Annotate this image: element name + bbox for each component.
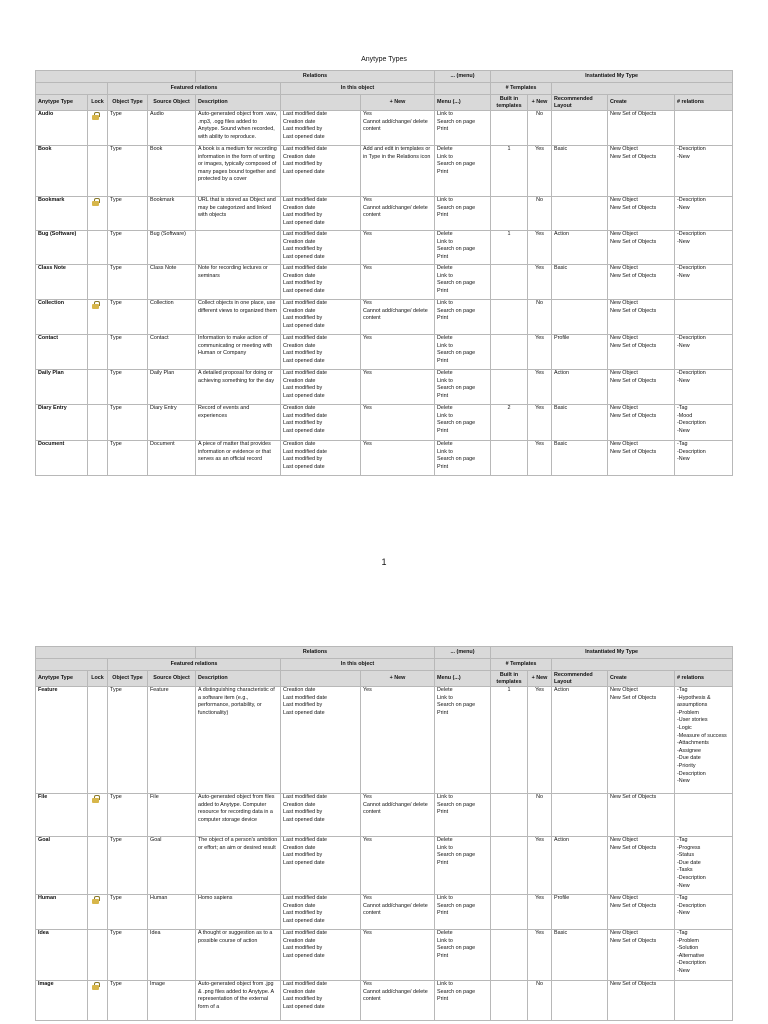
header-source-object: Source Object (148, 671, 196, 687)
source-object-cell: Daily Plan (148, 370, 196, 405)
header-object-type: Object Type (108, 671, 148, 687)
header-blank (552, 659, 733, 671)
description-cell: Auto-generated object from .jpg & .png files added to Anytype. A representation of the external form of a (196, 981, 281, 1021)
header-new: + New (361, 671, 435, 687)
header-create: Create (608, 95, 675, 111)
lock-icon (92, 982, 99, 990)
menu-cell: Delete Link to Search on page Print (435, 335, 491, 370)
menu-cell: Link to Search on page Print (435, 981, 491, 1021)
lock-cell (88, 335, 108, 370)
create-cell: New Object New Set of Objects (608, 837, 675, 895)
header-templates-new: + New (528, 95, 552, 111)
header-row-2 (36, 659, 733, 671)
lock-icon (92, 198, 99, 206)
new-cell: Yes Cannot add/change/ delete content (361, 895, 435, 930)
header-anytype-type: Anytype Type (36, 671, 88, 687)
create-cell: New Object New Set of Objects (608, 405, 675, 441)
relations-cell: -Description -New (675, 370, 733, 405)
layout-cell: Basic (552, 441, 608, 476)
templates-new-cell: No (528, 300, 552, 335)
header-lock: Lock (88, 671, 108, 687)
new-cell: Yes (361, 441, 435, 476)
header-recommended-layout: Recommended Layout (552, 95, 608, 111)
menu-cell: Link to Search on page Print (435, 794, 491, 837)
description-cell: Collect objects in one place, use different views to organized them (196, 300, 281, 335)
relations-cell: -Description -New (675, 335, 733, 370)
header-description: Description (196, 671, 281, 687)
in-object-cell: Creation date Last modified date Last modified by Last opened date (281, 405, 361, 441)
new-cell: Yes (361, 930, 435, 981)
create-cell: New Set of Objects (608, 981, 675, 1021)
create-cell: New Object New Set of Objects (608, 895, 675, 930)
header-blank (552, 83, 733, 95)
lock-cell (88, 930, 108, 981)
new-cell: Yes (361, 370, 435, 405)
lock-cell (88, 441, 108, 476)
table-row (36, 146, 733, 197)
type-name: File (36, 794, 88, 837)
header-featured-relations: Featured relations (108, 659, 281, 671)
built-in-templates-cell: 1 (491, 231, 528, 265)
type-name: Document (36, 441, 88, 476)
table-row (36, 794, 733, 837)
lock-icon (92, 795, 99, 803)
lock-cell (88, 981, 108, 1021)
built-in-templates-cell (491, 981, 528, 1021)
object-type-cell: Type (108, 837, 148, 895)
description-cell: Auto-generated object from files added to Anytype. Computer resource for recording data in a computer storage device (196, 794, 281, 837)
templates-new-cell: Yes (528, 405, 552, 441)
type-name: Daily Plan (36, 370, 88, 405)
type-name: Goal (36, 837, 88, 895)
templates-new-cell: No (528, 111, 552, 146)
source-object-cell: Human (148, 895, 196, 930)
header-object-type: Object Type (108, 95, 148, 111)
relations-cell (675, 300, 733, 335)
description-cell: Information to make action of communicating or meeting with Human or Company (196, 335, 281, 370)
templates-new-cell: Yes (528, 441, 552, 476)
types-table-page-1 (35, 70, 733, 476)
header-new: + New (361, 95, 435, 111)
header-instantiated: Instantiated My Type (491, 71, 733, 83)
description-cell (196, 231, 281, 265)
templates-new-cell: Yes (528, 895, 552, 930)
relations-cell: -Description -New (675, 231, 733, 265)
page-number: 1 (381, 557, 387, 567)
create-cell: New Object New Set of Objects (608, 335, 675, 370)
lock-cell (88, 231, 108, 265)
lock-cell (88, 370, 108, 405)
relations-cell: -Tag -Mood -Description -New (675, 405, 733, 441)
header-blank (36, 71, 196, 83)
object-type-cell: Type (108, 111, 148, 146)
object-type-cell: Type (108, 197, 148, 231)
in-object-cell: Last modified date Creation date Last modified by Last opened date (281, 895, 361, 930)
built-in-templates-cell (491, 794, 528, 837)
table-row (36, 265, 733, 300)
create-cell: New Object New Set of Objects (608, 930, 675, 981)
source-object-cell: Bug (Software) (148, 231, 196, 265)
description-cell: Auto-generated object from .wav, .mp3, .ogg files added to Anytype. Sound when recorded, with ability to reproduce. (196, 111, 281, 146)
create-cell: New Object New Set of Objects (608, 370, 675, 405)
header-row-1 (36, 647, 733, 659)
templates-new-cell: Yes (528, 231, 552, 265)
header-description: Description (196, 95, 281, 111)
new-cell: Yes Cannot add/change/ delete content (361, 794, 435, 837)
header-lock: Lock (88, 95, 108, 111)
type-name: Idea (36, 930, 88, 981)
create-cell: New Object New Set of Objects (608, 687, 675, 794)
table-row (36, 895, 733, 930)
source-object-cell: Goal (148, 837, 196, 895)
menu-cell: Delete Link to Search on page Print (435, 265, 491, 300)
header-relations: Relations (196, 71, 435, 83)
type-name: Image (36, 981, 88, 1021)
object-type-cell: Type (108, 981, 148, 1021)
create-cell: New Set of Objects (608, 794, 675, 837)
lock-cell (88, 111, 108, 146)
relations-cell: -Tag -Description -New (675, 895, 733, 930)
table-row (36, 370, 733, 405)
header-templates: # Templates (491, 659, 552, 671)
relations-cell: -Tag -Hypothesis & assumptions -Problem -User stories -Logic -Measure of success -Attachments -Assignee -Due date -Priority -Description -New (675, 687, 733, 794)
description-cell: Note for recording lectures or seminars (196, 265, 281, 300)
lock-cell (88, 300, 108, 335)
layout-cell: Action (552, 370, 608, 405)
lock-cell (88, 265, 108, 300)
relations-cell (675, 794, 733, 837)
header-blank (36, 647, 196, 659)
relations-cell: -Description -New (675, 146, 733, 197)
layout-cell: Basic (552, 265, 608, 300)
layout-cell: Basic (552, 146, 608, 197)
description-cell: Homo sapiens (196, 895, 281, 930)
header-menu: Menu (...) (435, 671, 491, 687)
relations-cell: -Tag -Description -New (675, 441, 733, 476)
source-object-cell: Image (148, 981, 196, 1021)
header-in-this-object: In this object (281, 659, 435, 671)
create-cell: New Object New Set of Objects (608, 146, 675, 197)
object-type-cell: Type (108, 895, 148, 930)
table-row (36, 335, 733, 370)
new-cell: Yes Cannot add/change/ delete content (361, 111, 435, 146)
lock-cell (88, 687, 108, 794)
description-cell: A distinguishing characteristic of a software item (e.g., performance, portability, or functionality) (196, 687, 281, 794)
in-object-cell: Last modified date Creation date Last modified by Last opened date (281, 335, 361, 370)
in-object-cell: Creation date Last modified date Last modified by Last opened date (281, 441, 361, 476)
header-blank (36, 659, 108, 671)
templates-new-cell: Yes (528, 687, 552, 794)
table-row (36, 837, 733, 895)
header-create: Create (608, 671, 675, 687)
type-name: Collection (36, 300, 88, 335)
description-cell: The object of a person's ambition or effort; an aim or desired result (196, 837, 281, 895)
source-object-cell: Class Note (148, 265, 196, 300)
create-cell: New Object New Set of Objects (608, 231, 675, 265)
table-row (36, 111, 733, 146)
source-object-cell: Feature (148, 687, 196, 794)
built-in-templates-cell (491, 930, 528, 981)
source-object-cell: Book (148, 146, 196, 197)
new-cell: Yes (361, 687, 435, 794)
menu-cell: Link to Search on page Print (435, 300, 491, 335)
templates-new-cell: Yes (528, 930, 552, 981)
header-built-in-templates: Built in templates (491, 671, 528, 687)
document-title: Anytype Types (361, 56, 407, 63)
in-object-cell: Last modified date Creation date Last modified by Last opened date (281, 265, 361, 300)
create-cell: New Object New Set of Objects (608, 441, 675, 476)
in-object-cell: Last modified date Creation date Last modified by Last opened date (281, 146, 361, 197)
table-row (36, 441, 733, 476)
new-cell: Yes Cannot add/change/ delete content (361, 300, 435, 335)
source-object-cell: Contact (148, 335, 196, 370)
menu-cell: Link to Search on page Print (435, 111, 491, 146)
lock-cell (88, 895, 108, 930)
table-row (36, 300, 733, 335)
description-cell: A thought or suggestion as to a possible course of action (196, 930, 281, 981)
menu-cell: Delete Link to Search on page Print (435, 231, 491, 265)
source-object-cell: Document (148, 441, 196, 476)
built-in-templates-cell (491, 300, 528, 335)
source-object-cell: Bookmark (148, 197, 196, 231)
object-type-cell: Type (108, 300, 148, 335)
in-object-cell: Last modified date Creation date Last modified by Last opened date (281, 231, 361, 265)
layout-cell: Action (552, 837, 608, 895)
menu-cell: Link to Search on page Print (435, 895, 491, 930)
new-cell: Add and edit in templates or in Type in the Relations icon (361, 146, 435, 197)
templates-new-cell: Yes (528, 265, 552, 300)
layout-cell (552, 197, 608, 231)
type-name: Bookmark (36, 197, 88, 231)
create-cell: New Object New Set of Objects (608, 265, 675, 300)
relations-cell: -Tag -Problem -Solution -Alternative -Description -New (675, 930, 733, 981)
create-cell: New Object New Set of Objects (608, 300, 675, 335)
new-cell: Yes (361, 405, 435, 441)
built-in-templates-cell (491, 335, 528, 370)
type-name: Book (36, 146, 88, 197)
relations-cell (675, 981, 733, 1021)
built-in-templates-cell: 1 (491, 146, 528, 197)
header-blank (435, 659, 491, 671)
object-type-cell: Type (108, 146, 148, 197)
description-cell: A detailed proposal for doing or achieving something for the day (196, 370, 281, 405)
description-cell: URL that is stored as Object and may be categorized and linked with objects (196, 197, 281, 231)
description-cell: A book is a medium for recording information in the form of writing or images, typically composed of many pages bound together and protected by a cover (196, 146, 281, 197)
header-featured-relations: Featured relations (108, 83, 281, 95)
header-blank (435, 83, 491, 95)
templates-new-cell: Yes (528, 146, 552, 197)
header-templates-new: + New (528, 671, 552, 687)
in-object-cell: Last modified date Creation date Last modified by Last opened date (281, 794, 361, 837)
source-object-cell: File (148, 794, 196, 837)
header-instantiated: Instantiated My Type (491, 647, 733, 659)
header-recommended-layout: Recommended Layout (552, 671, 608, 687)
in-object-cell: Last modified date Creation date Last modified by Last opened date (281, 197, 361, 231)
create-cell: New Object New Set of Objects (608, 197, 675, 231)
new-cell: Yes Cannot add/change/ delete content (361, 197, 435, 231)
in-object-cell: Last modified date Creation date Last modified by Last opened date (281, 370, 361, 405)
object-type-cell: Type (108, 794, 148, 837)
layout-cell: Action (552, 687, 608, 794)
header-blank (36, 83, 108, 95)
templates-new-cell: Yes (528, 335, 552, 370)
in-object-cell: Last modified date Creation date Last modified by Last opened date (281, 837, 361, 895)
table-row (36, 930, 733, 981)
built-in-templates-cell (491, 895, 528, 930)
header-templates: # Templates (491, 83, 552, 95)
header-row-3 (36, 95, 733, 111)
header-blank (281, 95, 361, 111)
built-in-templates-cell (491, 441, 528, 476)
layout-cell (552, 300, 608, 335)
types-table-page-2 (35, 646, 733, 1021)
header-blank (281, 671, 361, 687)
object-type-cell: Type (108, 335, 148, 370)
layout-cell: Basic (552, 405, 608, 441)
header-row-2 (36, 83, 733, 95)
templates-new-cell: No (528, 197, 552, 231)
layout-cell (552, 981, 608, 1021)
layout-cell (552, 111, 608, 146)
layout-cell: Profile (552, 335, 608, 370)
built-in-templates-cell (491, 265, 528, 300)
lock-cell (88, 197, 108, 231)
object-type-cell: Type (108, 370, 148, 405)
built-in-templates-cell (491, 370, 528, 405)
object-type-cell: Type (108, 231, 148, 265)
description-cell: Record of events and experiences (196, 405, 281, 441)
lock-icon (92, 896, 99, 904)
object-type-cell: Type (108, 687, 148, 794)
built-in-templates-cell: 1 (491, 687, 528, 794)
header-menu-group: ... (menu) (435, 647, 491, 659)
built-in-templates-cell: 2 (491, 405, 528, 441)
built-in-templates-cell (491, 197, 528, 231)
in-object-cell: Last modified date Creation date Last modified by Last opened date (281, 981, 361, 1021)
relations-cell (675, 111, 733, 146)
header-menu-group: ... (menu) (435, 71, 491, 83)
lock-cell (88, 794, 108, 837)
menu-cell: Delete Link to Search on page Print (435, 837, 491, 895)
type-name: Contact (36, 335, 88, 370)
header-anytype-type: Anytype Type (36, 95, 88, 111)
table-row (36, 197, 733, 231)
menu-cell: Delete Link to Search on page Print (435, 441, 491, 476)
new-cell: Yes (361, 265, 435, 300)
built-in-templates-cell (491, 111, 528, 146)
source-object-cell: Collection (148, 300, 196, 335)
type-name: Class Note (36, 265, 88, 300)
header-source-object: Source Object (148, 95, 196, 111)
create-cell: New Set of Objects (608, 111, 675, 146)
layout-cell (552, 794, 608, 837)
table-row (36, 981, 733, 1021)
templates-new-cell: No (528, 981, 552, 1021)
lock-icon (92, 301, 99, 309)
menu-cell: Link to Search on page Print (435, 197, 491, 231)
type-name: Feature (36, 687, 88, 794)
lock-cell (88, 146, 108, 197)
table-row (36, 687, 733, 794)
source-object-cell: Diary Entry (148, 405, 196, 441)
relations-cell: -Description -New (675, 265, 733, 300)
menu-cell: Delete Link to Search on page Print (435, 146, 491, 197)
lock-icon (92, 112, 99, 120)
templates-new-cell: Yes (528, 370, 552, 405)
relations-cell: -Tag -Progress -Status -Due date -Tasks -Description -New (675, 837, 733, 895)
menu-cell: Delete Link to Search on page Print (435, 370, 491, 405)
menu-cell: Delete Link to Search on page Print (435, 405, 491, 441)
header-row-1 (36, 71, 733, 83)
lock-cell (88, 405, 108, 441)
source-object-cell: Idea (148, 930, 196, 981)
header-in-this-object: In this object (281, 83, 435, 95)
lock-cell (88, 837, 108, 895)
type-name: Bug (Software) (36, 231, 88, 265)
description-cell: A piece of matter that provides information or evidence or that serves as an official record (196, 441, 281, 476)
header-relations-count: # relations (675, 671, 733, 687)
built-in-templates-cell (491, 837, 528, 895)
relations-cell: -Description -New (675, 197, 733, 231)
in-object-cell: Last modified date Creation date Last modified by Last opened date (281, 111, 361, 146)
object-type-cell: Type (108, 930, 148, 981)
source-object-cell: Audio (148, 111, 196, 146)
header-relations: Relations (196, 647, 435, 659)
header-relations-count: # relations (675, 95, 733, 111)
table-row (36, 405, 733, 441)
table-row (36, 231, 733, 265)
type-name: Diary Entry (36, 405, 88, 441)
templates-new-cell: No (528, 794, 552, 837)
new-cell: Yes (361, 231, 435, 265)
object-type-cell: Type (108, 265, 148, 300)
header-menu: Menu (...) (435, 95, 491, 111)
new-cell: Yes (361, 335, 435, 370)
type-name: Human (36, 895, 88, 930)
layout-cell: Action (552, 231, 608, 265)
new-cell: Yes Cannot add/change/ delete content (361, 981, 435, 1021)
menu-cell: Delete Link to Search on page Print (435, 930, 491, 981)
layout-cell: Profile (552, 895, 608, 930)
header-built-in-templates: Built in templates (491, 95, 528, 111)
in-object-cell: Last modified date Creation date Last modified by Last opened date (281, 300, 361, 335)
templates-new-cell: Yes (528, 837, 552, 895)
object-type-cell: Type (108, 441, 148, 476)
object-type-cell: Type (108, 405, 148, 441)
layout-cell: Basic (552, 930, 608, 981)
menu-cell: Delete Link to Search on page Print (435, 687, 491, 794)
in-object-cell: Creation date Last modified date Last modified by Last opened date (281, 687, 361, 794)
new-cell: Yes (361, 837, 435, 895)
in-object-cell: Last modified date Creation date Last modified by Last opened date (281, 930, 361, 981)
header-row-3 (36, 671, 733, 687)
type-name: Audio (36, 111, 88, 146)
